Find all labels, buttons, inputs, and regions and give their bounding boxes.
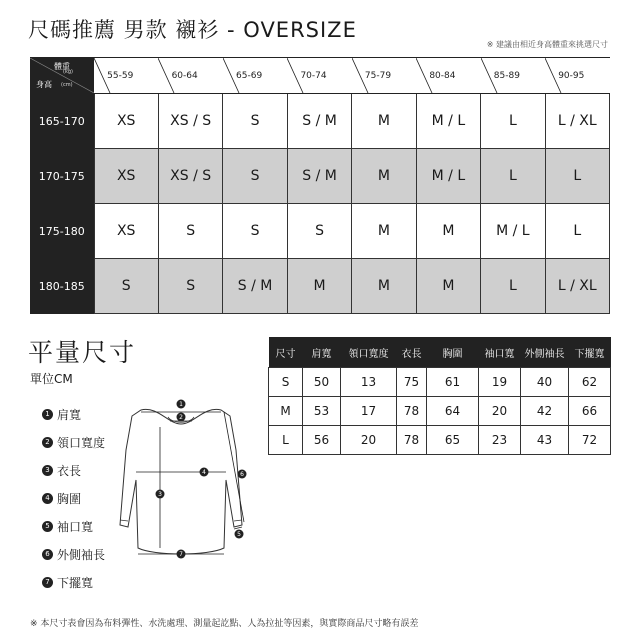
- table-cell: 78: [397, 426, 427, 455]
- height-label: 身高: [36, 80, 52, 89]
- weight-col-header: 90-95: [545, 58, 609, 94]
- table-cell: 13: [341, 368, 397, 397]
- size-advice-note: ※ 建議由相近身高體重來挑選尺寸: [486, 40, 608, 49]
- size-cell: S / M: [287, 149, 351, 204]
- size-cell: L: [481, 149, 545, 204]
- size-cell: L: [481, 259, 545, 314]
- size-cell: L / XL: [545, 94, 609, 149]
- column-header: 領口寬度: [341, 337, 397, 368]
- number-badge-icon: 3: [42, 465, 53, 476]
- size-cell: XS: [94, 204, 158, 259]
- weight-unit: (kg): [63, 69, 73, 75]
- number-badge-icon: 2: [42, 437, 53, 448]
- legend-item: [42, 568, 105, 596]
- height-unit: (cm): [61, 82, 73, 88]
- size-cell: M: [352, 204, 416, 259]
- svg-text:5: 5: [237, 531, 241, 538]
- table-cell: 62: [569, 368, 611, 397]
- size-cell: S: [223, 204, 287, 259]
- table-row: [269, 426, 611, 455]
- size-cell: L: [481, 94, 545, 149]
- size-cell: XS / S: [158, 149, 222, 204]
- size-cell: M: [416, 204, 480, 259]
- size-cell: S: [223, 94, 287, 149]
- unit-label: 單位CM: [30, 372, 73, 386]
- table-cell: L: [269, 426, 303, 455]
- weight-col-header: 75-79: [352, 58, 416, 94]
- size-cell: S: [223, 149, 287, 204]
- height-row-header: 170-175: [30, 149, 94, 204]
- table-cell: 20: [479, 397, 521, 426]
- table-row: [30, 94, 610, 149]
- legend-item: [42, 400, 105, 428]
- weight-label: 體重: [54, 62, 70, 71]
- weight-header-row: [30, 58, 610, 94]
- measurement-table: [268, 337, 611, 455]
- size-cell: S / M: [287, 94, 351, 149]
- legend-item: [42, 456, 105, 484]
- column-header: 外側袖長: [521, 337, 569, 368]
- size-cell: M: [352, 259, 416, 314]
- column-header: 袖口寬: [479, 337, 521, 368]
- size-cell: S: [158, 259, 222, 314]
- size-cell: S / M: [223, 259, 287, 314]
- table-cell: 40: [521, 368, 569, 397]
- table-cell: 56: [303, 426, 341, 455]
- weight-col-header: 70-74: [287, 58, 351, 94]
- size-cell: M: [352, 94, 416, 149]
- size-cell: M: [352, 149, 416, 204]
- size-cell: S: [94, 259, 158, 314]
- table-cell: 17: [341, 397, 397, 426]
- table-cell: 66: [569, 397, 611, 426]
- size-cell: M / L: [481, 204, 545, 259]
- table-cell: 78: [397, 397, 427, 426]
- svg-text:2: 2: [179, 414, 183, 421]
- number-badge-icon: 7: [42, 577, 53, 588]
- legend-item: [42, 540, 105, 568]
- size-cell: S: [158, 204, 222, 259]
- flat-measure-title: 平量尺寸: [28, 338, 137, 367]
- svg-text:1: 1: [179, 401, 183, 408]
- legend-label: 肩寬: [57, 407, 82, 422]
- table-cell: 20: [341, 426, 397, 455]
- page-title: 尺碼推薦 男款 襯衫 - OVERSIZE: [28, 18, 357, 42]
- table-cell: 75: [397, 368, 427, 397]
- table-cell: 43: [521, 426, 569, 455]
- size-cell: L: [545, 149, 609, 204]
- column-header: 衣長: [397, 337, 427, 368]
- svg-text:7: 7: [179, 551, 183, 558]
- legend-label: 領口寬度: [57, 435, 106, 450]
- measurement-header-row: [269, 337, 611, 368]
- height-row-header: 180-185: [30, 259, 94, 314]
- height-row-header: 165-170: [30, 94, 94, 149]
- table-cell: 50: [303, 368, 341, 397]
- legend-item: [42, 428, 105, 456]
- table-cell: 65: [427, 426, 479, 455]
- legend-label: 衣長: [57, 463, 82, 478]
- table-row: [30, 149, 610, 204]
- size-cell: XS / S: [158, 94, 222, 149]
- number-badge-icon: 4: [42, 493, 53, 504]
- disclaimer-note: ※ 本尺寸表會因為布料彈性、水洗處理、測量起訖點、人為拉扯等因素，與實際商品尺寸略有誤差: [30, 619, 419, 629]
- weight-col-header: 65-69: [223, 58, 287, 94]
- shirt-diagram-icon: [108, 390, 258, 570]
- legend-item: [42, 512, 105, 540]
- weight-col-header: 80-84: [416, 58, 480, 94]
- table-corner: [30, 58, 94, 94]
- svg-text:4: 4: [202, 469, 206, 476]
- size-recommendation-table: [30, 57, 610, 314]
- measurement-legend: [42, 400, 105, 596]
- table-cell: S: [269, 368, 303, 397]
- legend-label: 袖口寬: [57, 519, 94, 534]
- size-cell: XS: [94, 94, 158, 149]
- size-cell: S: [287, 204, 351, 259]
- size-cell: L / XL: [545, 259, 609, 314]
- table-cell: 72: [569, 426, 611, 455]
- table-cell: 53: [303, 397, 341, 426]
- table-cell: 42: [521, 397, 569, 426]
- weight-col-header: 60-64: [158, 58, 222, 94]
- table-row: [30, 259, 610, 314]
- column-header: 尺寸: [269, 337, 303, 368]
- svg-text:3: 3: [158, 491, 162, 498]
- weight-col-header: 85-89: [481, 58, 545, 94]
- size-cell: L: [545, 204, 609, 259]
- table-row: [269, 368, 611, 397]
- column-header: 胸圍: [427, 337, 479, 368]
- weight-col-header: 55-59: [94, 58, 158, 94]
- size-cell: M: [416, 259, 480, 314]
- height-row-header: 175-180: [30, 204, 94, 259]
- size-cell: M: [287, 259, 351, 314]
- size-cell: M / L: [416, 149, 480, 204]
- svg-text:6: 6: [240, 471, 244, 478]
- number-badge-icon: 5: [42, 521, 53, 532]
- table-cell: 23: [479, 426, 521, 455]
- column-header: 下擺寬: [569, 337, 611, 368]
- column-header: 肩寬: [303, 337, 341, 368]
- number-badge-icon: 1: [42, 409, 53, 420]
- legend-label: 胸圍: [57, 491, 82, 506]
- size-cell: M / L: [416, 94, 480, 149]
- table-cell: 19: [479, 368, 521, 397]
- legend-label: 外側袖長: [57, 547, 106, 562]
- table-row: [30, 204, 610, 259]
- table-cell: 61: [427, 368, 479, 397]
- size-cell: XS: [94, 149, 158, 204]
- table-row: [269, 397, 611, 426]
- legend-item: [42, 484, 105, 512]
- number-badge-icon: 6: [42, 549, 53, 560]
- table-cell: M: [269, 397, 303, 426]
- legend-label: 下擺寬: [57, 575, 94, 590]
- table-cell: 64: [427, 397, 479, 426]
